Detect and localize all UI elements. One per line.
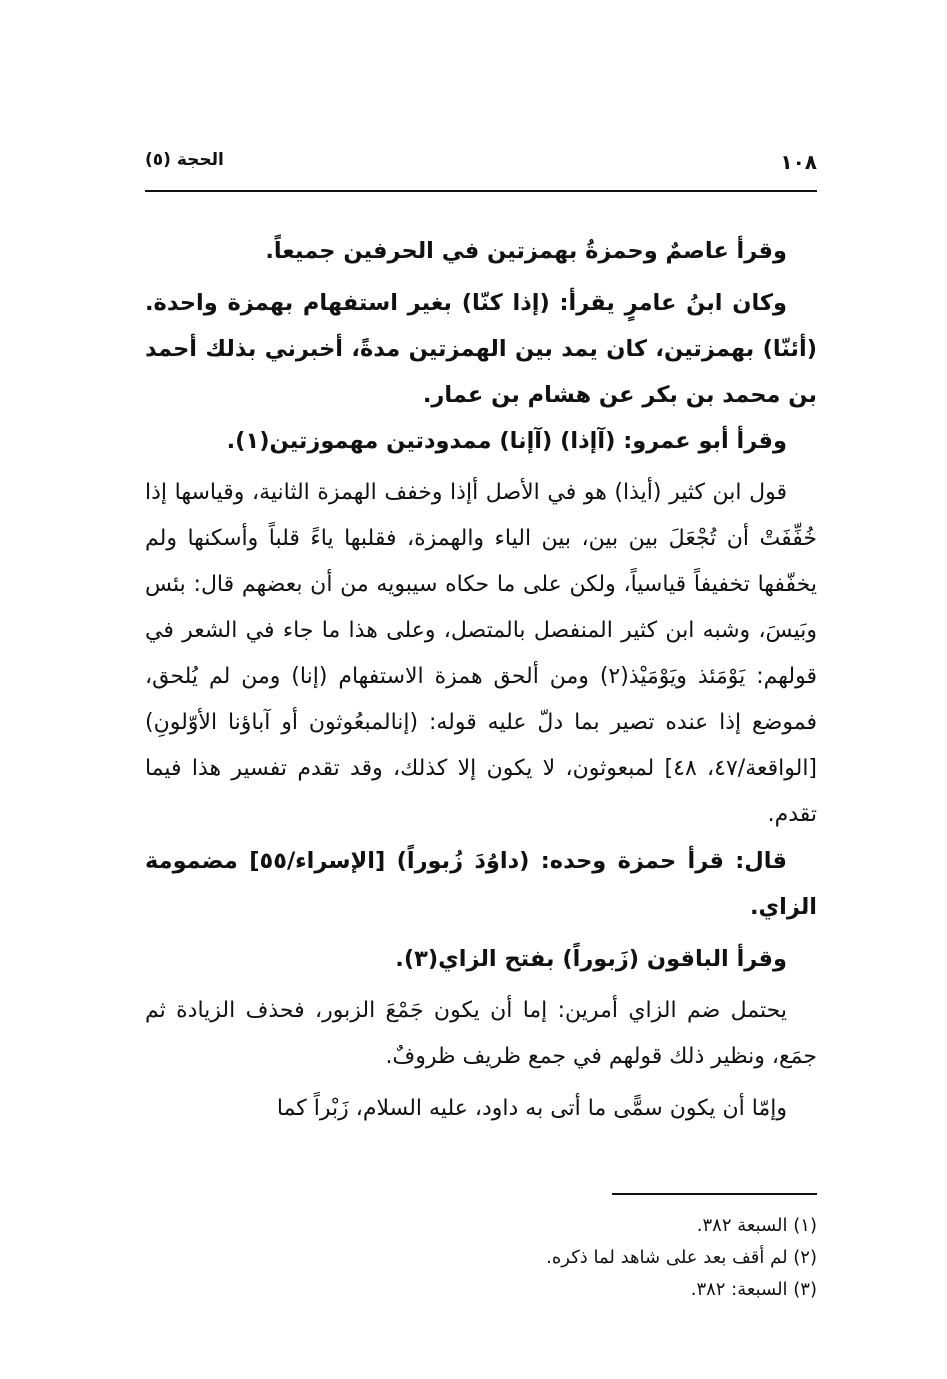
page-header bbox=[145, 150, 817, 184]
footnote: (٣) السبعة: ٣٨٢. bbox=[690, 1279, 817, 1300]
footnotes bbox=[145, 1210, 817, 1306]
paragraph: وقرأ عاصمٌ وحمزةُ بهمزتين في الحرفين جميعاً. bbox=[265, 238, 787, 264]
footnote-rule bbox=[612, 1193, 817, 1195]
paragraph: يحتمل ضم الزاي أمرين: إما أن يكون جَمْعَ الزبور، فحذف الزيادة ثم جمَع، ونظير ذلك قولهم في جمع ظريف ظروفٌ. bbox=[145, 998, 817, 1069]
paragraph: قول ابن كثير (أيذا) هو في الأصل أإذا وخفف الهمزة الثانية، وقياسها إذا خُفِّفَتْ أن تُجْعَلَ بين بين، بين الياء والهمزة، فقلبها ياءً قلباً وأسكنها ولم يخفّفها تخفيفاً قياسياً، ولكن على ما حكاه سيبويه من أن بعضهم قال: بئس وبَيسَ، وشبه ابن كثير المنفصل بالمتصل، وعلى هذا ما جاء في الشعر في قولهم: يَوْمَئذ ويَوْمَيْذ(٢) ومن ألحق همزة الاستفهام (إنا) ومن لم يُلحق، فموضع إذا عنده تصير بما دلّ عليه قوله: (إنالمبعُوثون أو آباؤنا الأوّلونِ) [الواقعة/٤٧، ٤٨] لمبعوثون، لا يكون إلا كذلك، وقد تقدم تفسير هذا فيما تقدم. bbox=[145, 480, 818, 827]
paragraph: وقرأ أبو عمرو: (آإذا) (آإنا) ممدودتين مهموزتين(١). bbox=[226, 428, 787, 454]
footnote: (١) السبعة ٣٨٢. bbox=[696, 1215, 817, 1236]
footnote: (٢) لم أقف بعد على شاهد لما ذكره. bbox=[546, 1247, 817, 1268]
header-rule bbox=[145, 190, 817, 192]
paragraph: وكان ابنُ عامرٍ يقرأ: (إذا كنّا) بغير استفهام بهمزة واحدة. (أئنّا) بهمزتين، كان يمد بين الهمزتين مدةً، أخبرني بذلك أحمد بن محمد بن بكر عن هشام بن عمار. bbox=[145, 290, 817, 408]
page-body bbox=[145, 228, 817, 1132]
paragraph: وقرأ الباقون (زَبوراً) بفتح الزاي(٣). bbox=[395, 946, 787, 972]
paragraph: قال: قرأ حمزة وحده: (داوُدَ زُبوراً) [الإسراء/٥٥] مضمومة الزاي. bbox=[145, 848, 817, 920]
running-title: الحجة (٥) bbox=[145, 150, 224, 170]
page-number: ١٠٨ bbox=[780, 150, 817, 174]
paragraph: وإمّا أن يكون سمًّى ما أتى به داود، عليه السلام، زَبْراً كما bbox=[276, 1096, 787, 1121]
